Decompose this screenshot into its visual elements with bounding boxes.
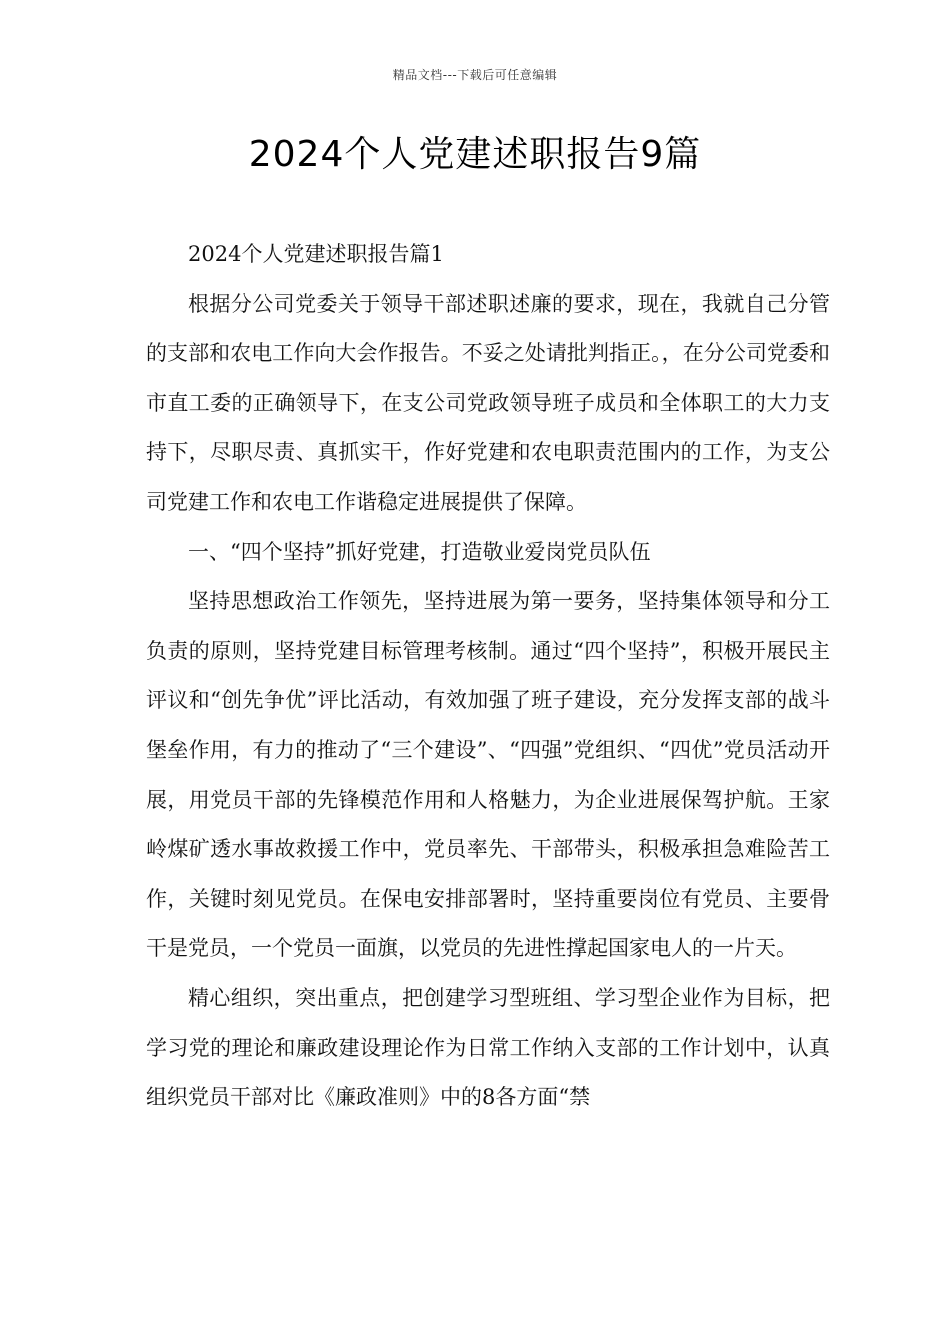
document-body bbox=[146, 230, 830, 1123]
header-note: 精品文档---下载后可任意编辑 bbox=[392, 68, 558, 82]
paragraph: 精心组织，突出重点，把创建学习型班组、学习型企业作为目标，把学习党的理论和廉政建设理论作为日常工作纳入支部的工作计划中，认真组织党员干部对比《廉政准则》中的8各方面“禁 bbox=[146, 985, 830, 1110]
section-heading: 2024个人党建述职报告篇1 bbox=[188, 242, 444, 266]
paragraph: 根据分公司党委关于领导干部述职述廉的要求，现在，我就自己分管的支部和农电工作向大会作报告。不妥之处请批判指正。，在分公司党委和市直工委的正确领导下，在支公司党政领导班子成员和全体职工的大力支持下，尽职尽责、真抓实干，作好党建和农电职责范围内的工作，为支公司党建工作和农电工作谐稳定进展提供了保障。 bbox=[146, 291, 830, 514]
subsection-heading: 一、“四个坚持”抓好党建，打造敬业爱岗党员队伍 bbox=[188, 539, 651, 564]
document-title: 2024个人党建述职报告9篇 bbox=[248, 134, 702, 175]
paragraph: 坚持思想政治工作领先，坚持进展为第一要务，坚持集体领导和分工负责的原则，坚持党建目标管理考核制。通过“四个坚持”，积极开展民主评议和“创先争优”评比活动，有效加强了班子建设，充分发挥支部的战斗堡垒作用，有力的推动了“三个建设”、“四强”党组织、“四优”党员活动开展，用党员干部的先锋模范作用和人格魅力，为企业进展保驾护航。王家岭煤矿透水事故救援工作中，党员率先、干部带头，积极承担急难险苦工作，关键时刻见党员。在保电安排部署时，坚持重要岗位有党员、主要骨干是党员，一个党员一面旗，以党员的先进性撑起国家电人的一片天。 bbox=[146, 589, 830, 961]
